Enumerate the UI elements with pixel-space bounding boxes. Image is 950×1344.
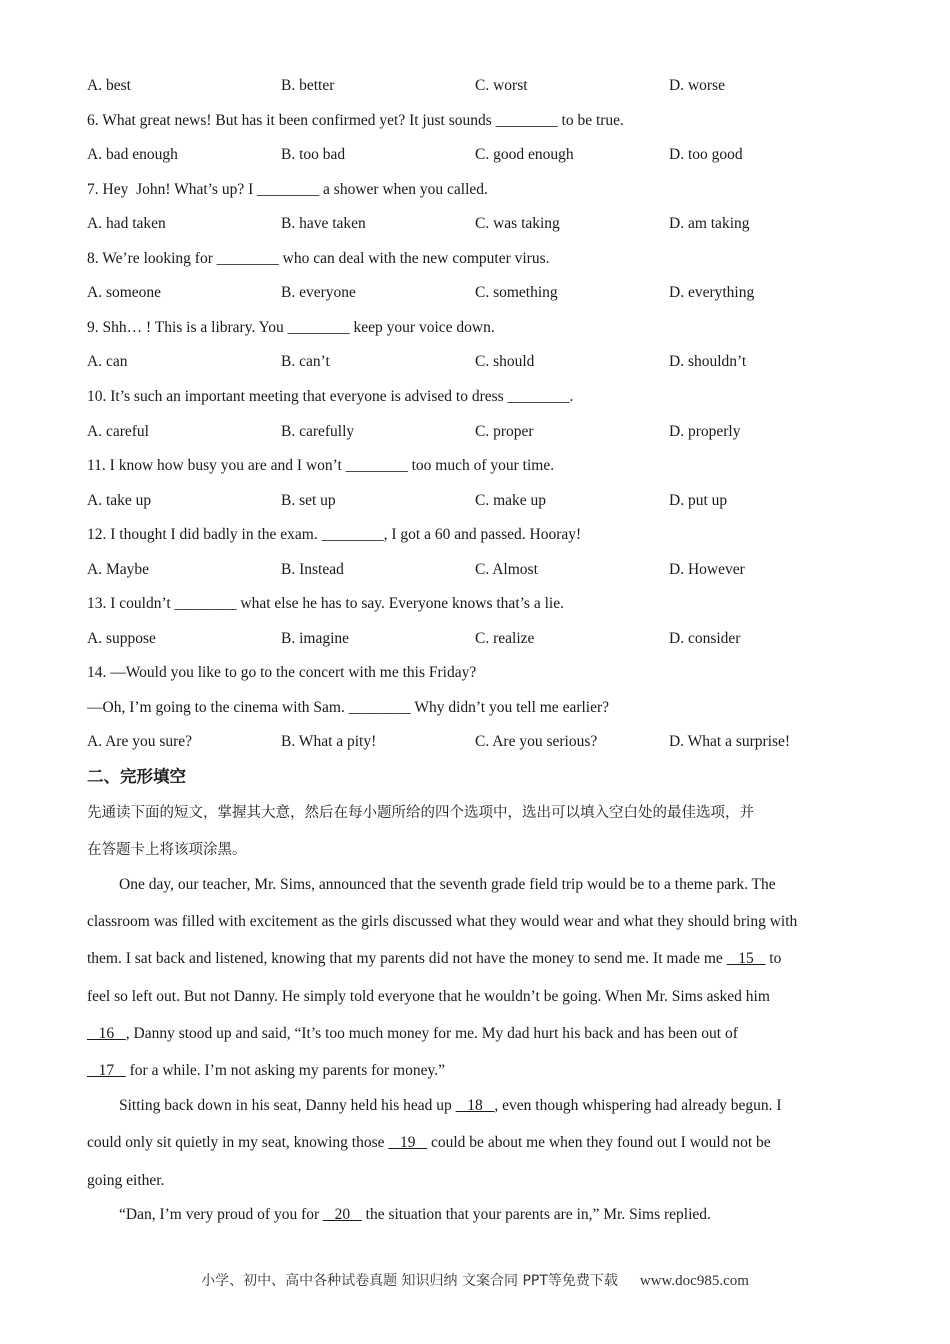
- option-c: C. worst: [475, 77, 528, 94]
- question-stem: 7. Hey John! What’s up? I ________ a shower when you called.: [87, 181, 488, 198]
- passage-text: the situation that your parents are in,” Mr. Sims replied.: [361, 1206, 711, 1223]
- passage-line: [119, 1096, 782, 1116]
- option-a: A. take up: [87, 492, 152, 509]
- blank-15: 15: [726, 950, 766, 967]
- option-a: A. suppose: [87, 630, 156, 647]
- passage-text: them. I sat back and listened, knowing that my parents did not have the money to send me. It made me: [87, 950, 727, 967]
- passage-line: [119, 1205, 711, 1225]
- option-d: D. put up: [669, 492, 728, 509]
- passage-line: going either.: [87, 1172, 165, 1189]
- question-options: [87, 560, 867, 580]
- passage-line: [87, 1133, 771, 1153]
- blank-16: 16: [87, 1025, 126, 1042]
- option-b: B. everyone: [281, 284, 356, 301]
- option-c: C. was taking: [475, 215, 560, 232]
- section-heading: 二、完形填空: [87, 767, 186, 786]
- passage-text: for a while. I’m not asking my parents for money.”: [125, 1062, 445, 1079]
- passage-line: One day, our teacher, Mr. Sims, announced that the seventh grade field trip would be to a theme park. The: [119, 876, 776, 893]
- option-a: A. Are you sure?: [87, 733, 193, 750]
- option-a: A. careful: [87, 423, 149, 440]
- option-b: B. better: [281, 77, 335, 94]
- passage-text: “Dan, I’m very proud of you for: [119, 1206, 324, 1223]
- passage-line: classroom was filled with excitement as the girls discussed what they would wear and what they should bring with: [87, 913, 798, 930]
- option-d: D. properly: [669, 423, 741, 440]
- option-b: B. What a pity!: [281, 733, 377, 750]
- option-a: A. someone: [87, 284, 162, 301]
- page-footer: [0, 1270, 950, 1290]
- question-stem: 6. What great news! But has it been confirmed yet? It just sounds ________ to be true.: [87, 112, 624, 129]
- option-d: D. However: [669, 561, 745, 578]
- option-c: C. proper: [475, 423, 534, 440]
- blank-17: 17: [87, 1062, 126, 1079]
- option-a: A. can: [87, 353, 128, 370]
- passage-text: , Danny stood up and said, “It’s too much money for me. My dad hurt his back and has been out of: [125, 1025, 738, 1042]
- option-d: D. shouldn’t: [669, 353, 747, 370]
- option-c: C. something: [475, 284, 558, 301]
- section-instruction: 先通读下面的短文，掌握其大意，然后在每小题所给的四个选项中，选出可以填入空白处的最佳选项，并: [87, 805, 754, 821]
- question-options: [87, 214, 867, 234]
- option-a: A. bad enough: [87, 146, 178, 163]
- q5-options: [87, 76, 867, 96]
- blank-18: 18: [455, 1097, 495, 1114]
- option-c: C. should: [475, 353, 535, 370]
- option-b: B. imagine: [281, 630, 350, 647]
- passage-text: could be about me when they found out I would not be: [427, 1134, 771, 1151]
- option-c: C. realize: [475, 630, 535, 647]
- option-b: B. have taken: [281, 215, 366, 232]
- passage-text: , even though whispering had already begun. I: [494, 1097, 782, 1114]
- option-c: C. good enough: [475, 146, 574, 163]
- passage-line: [87, 1024, 738, 1044]
- question-options: [87, 422, 867, 442]
- option-d: D. worse: [669, 77, 725, 94]
- blank-20: 20: [323, 1206, 362, 1223]
- option-d: D. What a surprise!: [669, 733, 791, 750]
- footer-url[interactable]: www.doc985.com: [639, 1273, 749, 1289]
- option-d: D. everything: [669, 284, 755, 301]
- blank-19: 19: [388, 1134, 428, 1151]
- option-c: C. Almost: [475, 561, 538, 578]
- option-b: B. can’t: [281, 353, 330, 370]
- passage-line: [87, 949, 781, 969]
- option-c: C. Are you serious?: [475, 733, 598, 750]
- section-instruction: 在答题卡上将该项涂黑。: [87, 842, 247, 858]
- question-stem: 9. Shh… ! This is a library. You ________ keep your voice down.: [87, 319, 495, 336]
- option-d: D. am taking: [669, 215, 750, 232]
- passage-text: to: [765, 950, 782, 967]
- question-stem: 12. I thought I did badly in the exam. ________, I got a 60 and passed. Hooray!: [87, 526, 582, 543]
- question-options: [87, 283, 867, 303]
- passage-line: [87, 1061, 445, 1081]
- question-options: [87, 491, 867, 511]
- option-d: D. consider: [669, 630, 741, 647]
- passage-line: feel so left out. But not Danny. He simply told everyone that he wouldn’t be going. When Mr. Sims asked him: [87, 988, 770, 1005]
- option-d: D. too good: [669, 146, 743, 163]
- question-stem: 8. We’re looking for ________ who can deal with the new computer virus.: [87, 250, 550, 267]
- question-options: [87, 629, 867, 649]
- question-stem: 10. It’s such an important meeting that everyone is advised to dress ________.: [87, 388, 574, 405]
- option-a: A. best: [87, 77, 131, 94]
- question-options: [87, 732, 867, 752]
- option-b: B. carefully: [281, 423, 355, 440]
- option-b: B. set up: [281, 492, 336, 509]
- passage-text: could only sit quietly in my seat, knowing those: [87, 1134, 389, 1151]
- option-a: A. Maybe: [87, 561, 149, 578]
- passage-text: Sitting back down in his seat, Danny held his head up: [119, 1097, 456, 1114]
- question-stem: 11. I know how busy you are and I won’t ________ too much of your time.: [87, 457, 555, 474]
- question-stem: 14. —Would you like to go to the concert with me this Friday?: [87, 664, 477, 681]
- option-a: A. had taken: [87, 215, 166, 232]
- option-c: C. make up: [475, 492, 547, 509]
- question-stem-reply: —Oh, I’m going to the cinema with Sam. ________ Why didn’t you tell me earlier?: [87, 699, 610, 716]
- question-options: [87, 145, 867, 165]
- question-options: [87, 352, 867, 372]
- option-b: B. Instead: [281, 561, 344, 578]
- footer-text: 小学、初中、高中各种试卷真题 知识归纳 文案合同 PPT等免费下载: [201, 1273, 618, 1289]
- option-b: B. too bad: [281, 146, 346, 163]
- question-stem: 13. I couldn’t ________ what else he has to say. Everyone knows that’s a lie.: [87, 595, 564, 612]
